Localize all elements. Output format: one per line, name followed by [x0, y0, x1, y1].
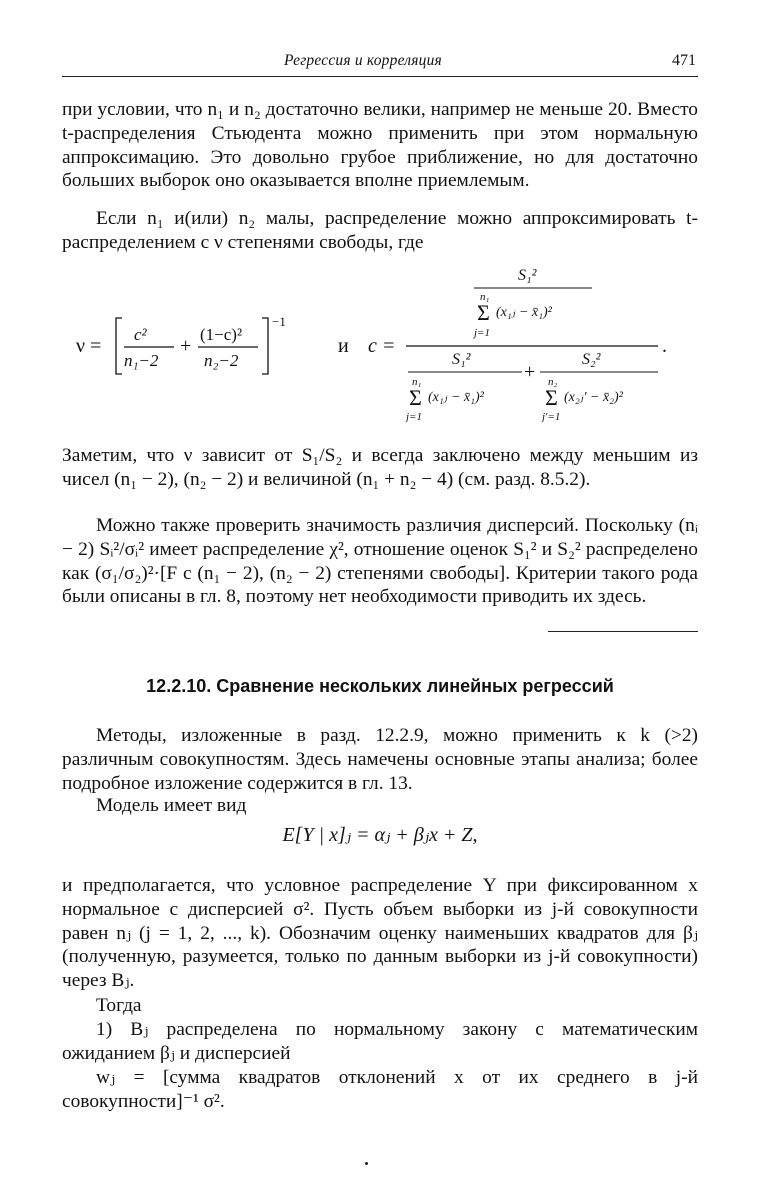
denominator-right-sum-lower: j′=1: [542, 411, 561, 422]
denominator-plus: +: [524, 361, 536, 383]
nu-term1-den: n₁−2: [124, 351, 159, 370]
numerator-sigma: Σ: [477, 300, 490, 325]
denominator-left-sum-upper: n₁: [412, 376, 422, 388]
nu-exponent: −1: [272, 314, 286, 329]
denominator-left-sum-lower: j=1: [406, 411, 422, 422]
denominator-right-sum-upper: n₂: [548, 376, 558, 388]
paragraph-3: Заметим, что ν зависит от S₁/S₂ и всегда заключено между меньшим из чисел (n₁ − 2), (n₂ − 2) и величиной (n₁ + n₂ − 4) (см. разд. 8.5.2).: [62, 445, 698, 490]
running-title: Регрессия и корреляция: [284, 52, 442, 69]
nu-term2-num: (1−c)²: [200, 325, 243, 344]
paragraph-8: Тогда: [96, 995, 142, 1016]
denominator-s2-sq: S₂²: [582, 351, 601, 368]
nu-term2-den: n₂−2: [204, 351, 239, 370]
c-period: .: [662, 335, 667, 357]
denominator-left-sum-term: (x₁ⱼ − x̄₁)²: [428, 390, 484, 405]
paragraph-5: Методы, изложенные в разд. 12.2.9, можно применить к k (>2) различным совокупностям. Здесь намечены основные этапы анализа; более подробное изложение содержится в гл. 13.: [62, 725, 698, 794]
print-speck: [365, 1162, 368, 1165]
section-heading: 12.2.10. Сравнение нескольких линейных регрессий: [146, 676, 614, 696]
denominator-right-sum-term: (x₂ⱼ′ − x̄₂)²: [564, 390, 623, 405]
numerator-sum-term: (x₁ⱼ − x̄₁)²: [496, 305, 552, 320]
nu-term1-num: c²: [134, 325, 147, 344]
numerator-s1-sq: S₁²: [518, 267, 537, 284]
numerator-sum-lower: j=1: [474, 327, 490, 339]
nu-and-c-formula: [62, 262, 698, 422]
c-lhs: c =: [368, 335, 396, 357]
nu-lhs: ν =: [76, 335, 102, 357]
model-formula: E[Y | x]ⱼ = αⱼ + βⱼx + Z,: [282, 824, 478, 846]
nu-plus: +: [180, 335, 192, 357]
formula-svg: [62, 262, 698, 422]
denominator-left-sigma: Σ: [409, 385, 422, 410]
paragraph-2: Если n₁ и(или) n₂ малы, распределение можно аппроксимировать t-распределением с ν степенями свободы, где: [62, 208, 698, 253]
left-bracket: [116, 318, 122, 374]
denominator-s1-sq: S₁²: [452, 351, 471, 368]
conjunction-and: и: [338, 335, 349, 357]
paragraph-9: 1) Bⱼ распределена по нормальному закону с математическим ожиданием βⱼ и дисперсией: [62, 1019, 698, 1064]
denominator-right-sigma: Σ: [545, 385, 558, 410]
paragraph-7: и предполагается, что условное распределение Y при фиксированном x нормальное с дисперсией σ². Пусть объем выборки из j-й совокупности равен nⱼ (j = 1, 2, ..., k). Обозначим оценку наименьших квадратов для βⱼ (полученную, разумеется, только по данным выборки из j-й совокупности) через Bⱼ.: [62, 875, 698, 992]
page-header: [62, 50, 698, 77]
paragraph-1: при условии, что n₁ и n₂ достаточно велики, например не меньше 20. Вместо t-распределения Стьюдента можно применить при этом нормальную аппроксимацию. Это довольно грубое приближение, но для достаточно больших выборок оно оказывается вполне приемлемым.: [62, 99, 698, 192]
paragraph-4: Можно также проверить значимость различия дисперсий. Поскольку (nᵢ − 2) Sᵢ²/σᵢ² имеет распределение χ², отношение оценок S₁² и S₂² распределено как (σ₁/σ₂)²·[F с (n₁ − 2), (n₂ − 2) степенями свободы]. Критерии такого рода были описаны в гл. 8, поэтому нет необходимости приводить их здесь.: [62, 515, 698, 608]
paragraph-6: Модель имеет вид: [96, 795, 247, 816]
section-rule: [548, 631, 698, 632]
paragraph-10: wⱼ = [сумма квадратов отклонений x от их среднего в j-й совокупности]⁻¹ σ².: [62, 1067, 698, 1112]
numerator-sum-upper: n₁: [480, 291, 490, 303]
page-number: 471: [672, 52, 696, 69]
right-bracket: [262, 318, 268, 374]
